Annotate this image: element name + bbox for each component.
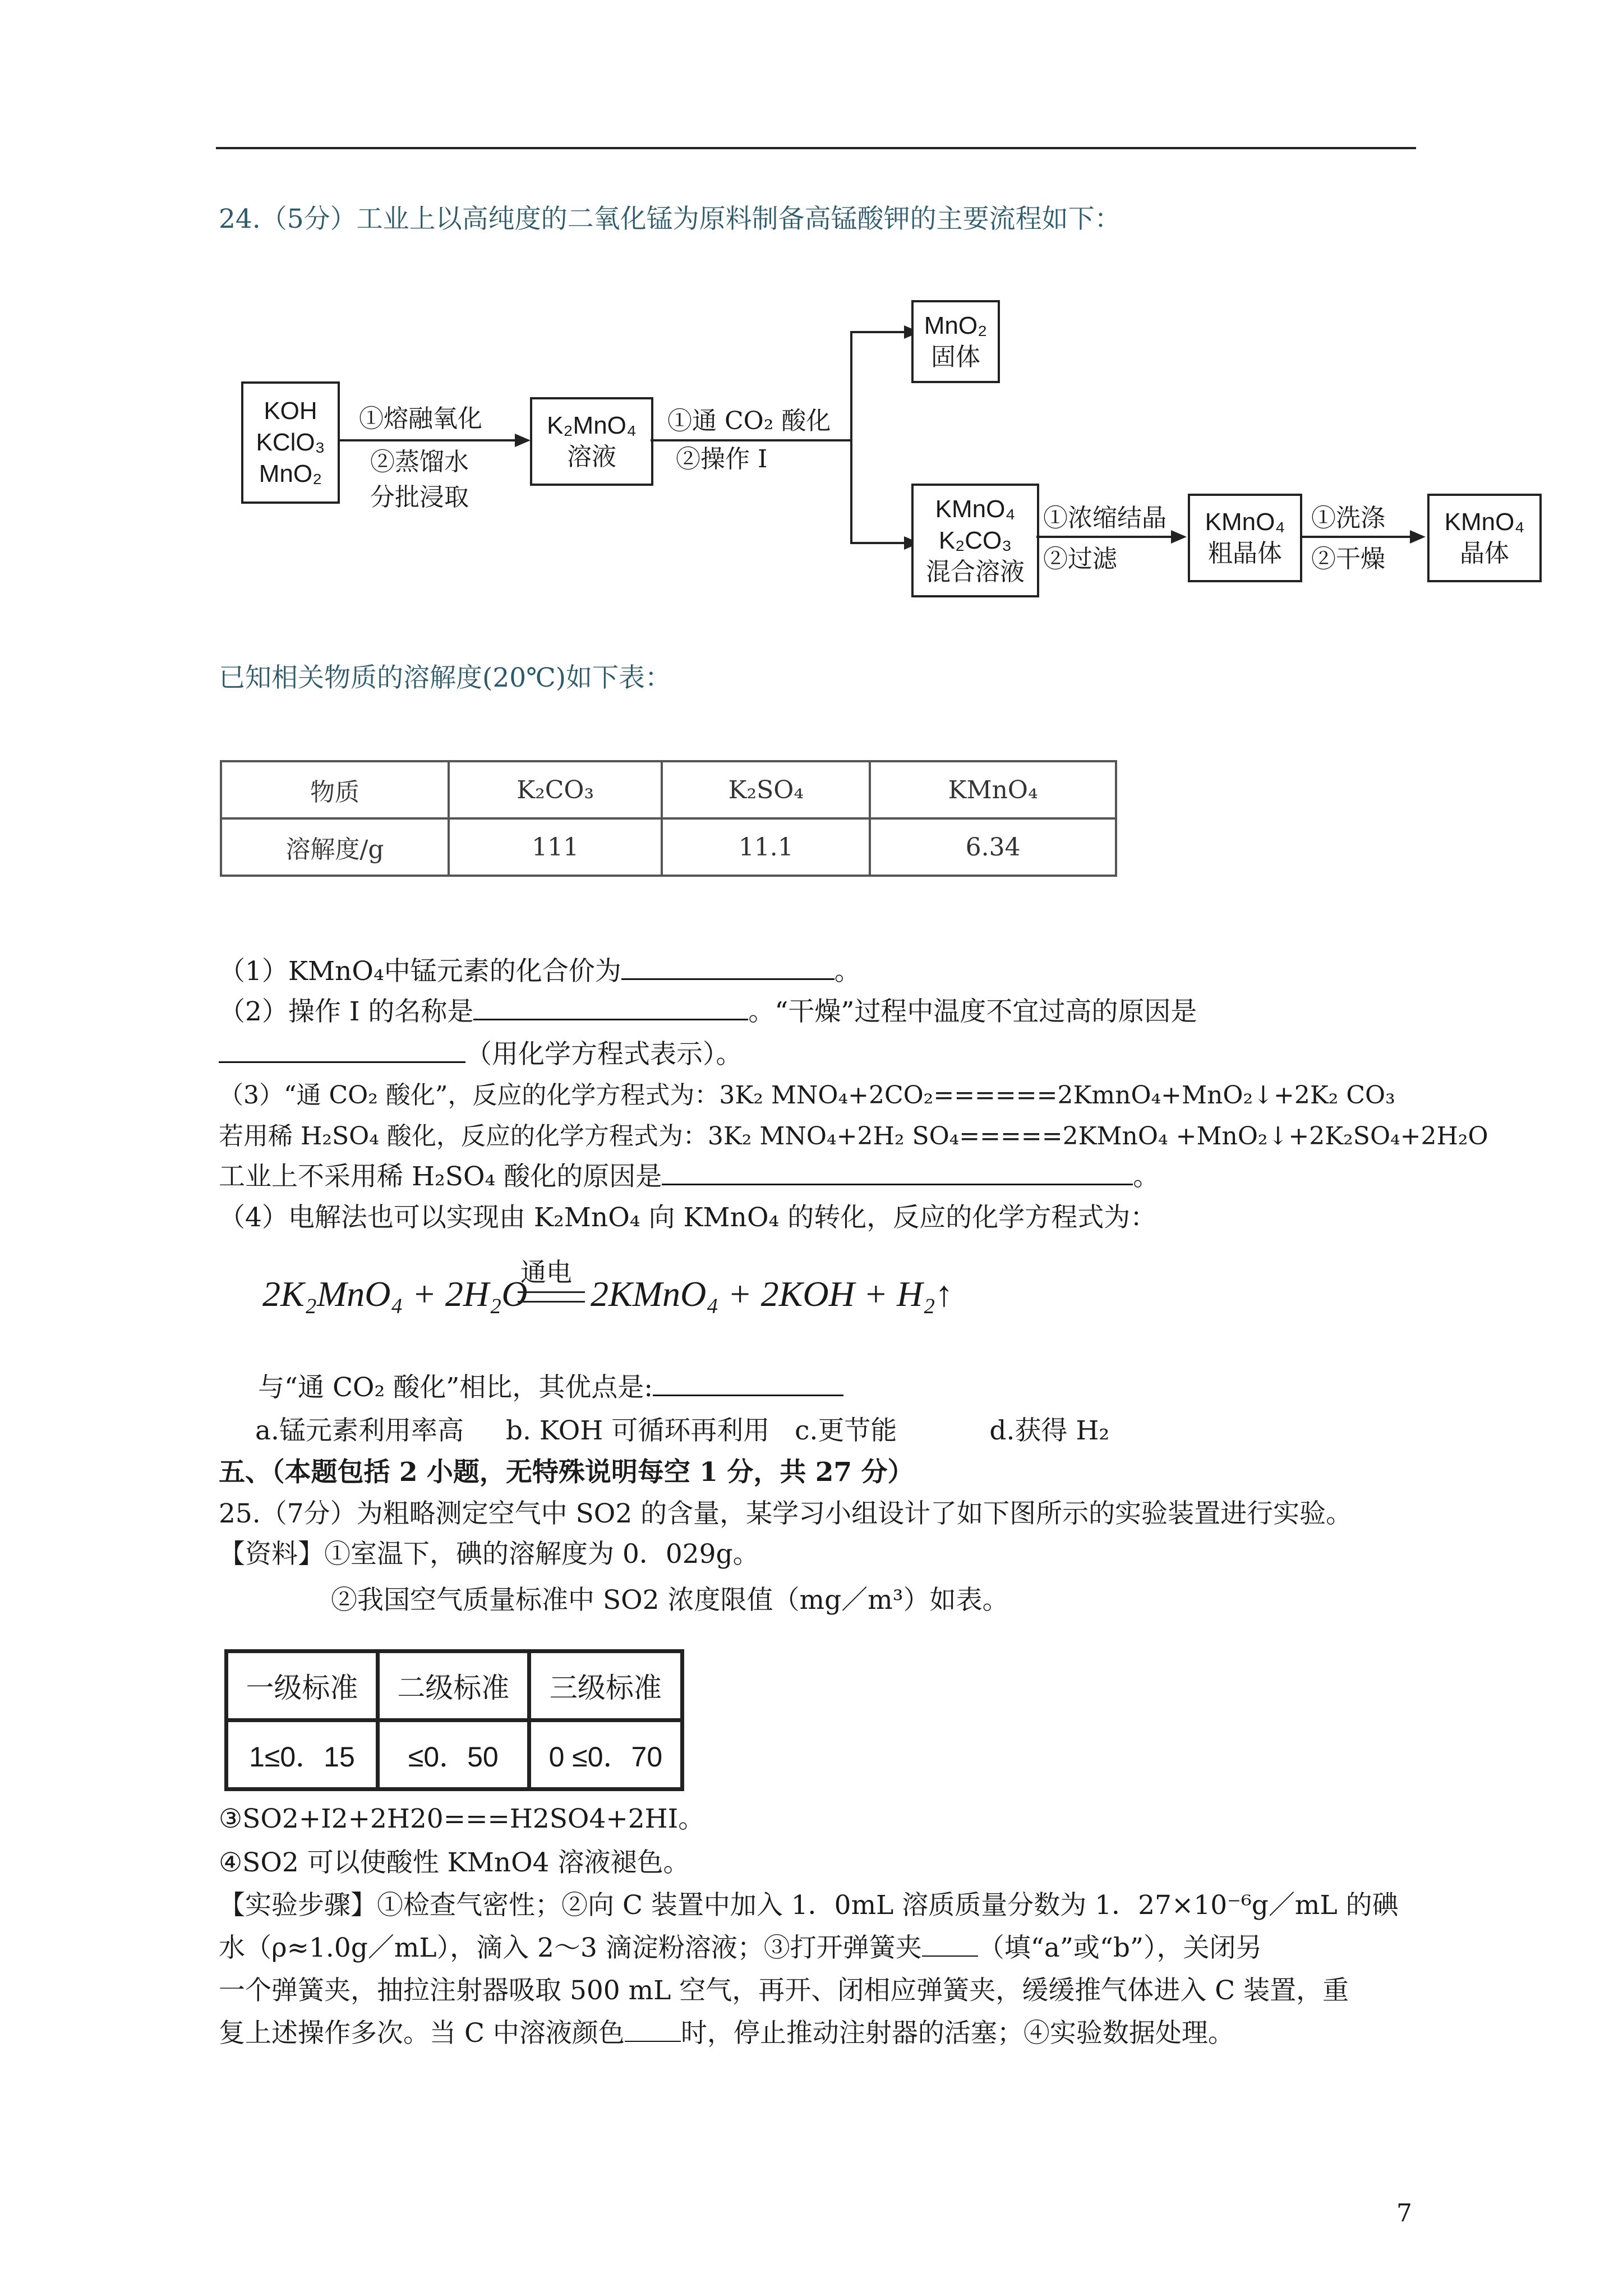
- q24-part3-line3: 工业上不采用稀 H₂SO₄ 酸化的原因是 。: [219, 1159, 1159, 1194]
- flow-arrowhead-1: [515, 434, 531, 447]
- flow-step2-bottom: ②操作 I: [676, 445, 768, 473]
- q25-steps-line3: 一个弹簧夹，抽拉注射器吸取 500 mL 空气，再开、闭相应弹簧夹，缓缓推气体进入 C 装置，重: [219, 1975, 1349, 2006]
- table-row: [221, 818, 1116, 876]
- flow-arrow-4: [1300, 536, 1411, 538]
- flow-box-mixed-solution: KMnO₄ K₂CO₃ 混合溶液: [911, 484, 1039, 597]
- answer-blank[interactable]: [625, 2016, 681, 2042]
- table-cell: 6.34: [870, 818, 1116, 876]
- flow-step1-top: ①熔融氧化: [359, 404, 482, 433]
- flow-step3-top: ①浓缩结晶: [1043, 504, 1166, 532]
- q25-ref2: ②我国空气质量标准中 SO2 浓度限值（mg／m³）如表。: [331, 1585, 1009, 1616]
- header-rule: [216, 147, 1416, 149]
- q25-ref3: ③SO2+I2+2H20===H2SO4+2HI。: [219, 1803, 705, 1834]
- flow-step1-bottom-1: ②蒸馏水: [370, 448, 469, 476]
- section-5-heading: 五、（本题包括 2 小题，无特殊说明每空 1 分，共 27 分）: [219, 1457, 914, 1488]
- answer-blank[interactable]: [653, 1370, 843, 1396]
- solubility-intro: 已知相关物质的溶解度(20℃)如下表：: [219, 662, 672, 693]
- flow-arrow-2: [651, 439, 851, 441]
- page-number: 7: [1396, 2199, 1412, 2228]
- table-cell: 0 ≤0．70: [529, 1720, 682, 1789]
- table-cell: 111: [449, 818, 662, 876]
- flow-box-start: KOH KClO₃ MnO₂: [241, 381, 340, 504]
- q25-ref1: 【资料】①室温下，碘的溶解度为 0．029g。: [219, 1539, 759, 1570]
- flow-arrowhead-4: [1410, 530, 1426, 544]
- table-row: [227, 1651, 683, 1720]
- table-cell: 一级标准: [227, 1651, 378, 1720]
- table-cell: 物质: [221, 761, 449, 818]
- q25-steps-line2: 水（ρ≈1.0g／mL），滴入 2～3 滴淀粉溶液；③打开弹簧夹 （填“a”或“b”），关闭另: [219, 1931, 1262, 1966]
- flow-branch-vertical: [850, 331, 852, 544]
- flow-branch-bottom-arrow: [850, 542, 906, 544]
- q24-part2: （2）操作 I 的名称是 。“干燥”过程中温度不宜过高的原因是: [219, 994, 1197, 1029]
- table-cell: 三级标准: [529, 1651, 682, 1720]
- flow-step2-top: ①通 CO₂ 酸化: [667, 407, 831, 435]
- q24-part3-line2: 若用稀 H₂SO₄ 酸化，反应的化学方程式为：3K₂ MNO₄+2H₂ SO₄=====2KMnO₄ +MnO₂↓+2K₂SO₄+2H₂O: [219, 1122, 1488, 1151]
- q25-header: 25.（7分）为粗略测定空气中 SO2 的含量，某学习小组设计了如下图所示的实验装置进行实验。: [219, 1498, 1353, 1529]
- table-row: [221, 761, 1116, 818]
- answer-blank[interactable]: [219, 1037, 465, 1063]
- equation-condition: 通电: [520, 1257, 572, 1287]
- flow-box-crystal: KMnO₄ 晶体: [1427, 494, 1542, 582]
- q24-part3-line1: （3）“通 CO₂ 酸化”，反应的化学方程式为：3K₂ MNO₄+2CO₂======2KmnO₄+MnO₂↓+2K₂ CO₃: [219, 1081, 1395, 1110]
- answer-blank[interactable]: [473, 994, 748, 1020]
- table-cell: ≤0．50: [377, 1720, 529, 1789]
- so2-standard-table: [224, 1649, 684, 1791]
- flow-box-mno2-solid: MnO₂ 固体: [911, 300, 1000, 383]
- q25-steps-line1: 【实验步骤】①检查气密性；②向 C 装置中加入 1．0mL 溶质质量分数为 1．27×10⁻⁶g／mL 的碘: [219, 1890, 1399, 1921]
- q25-ref4: ④SO2 可以使酸性 KMnO4 溶液褪色。: [219, 1847, 690, 1878]
- table-cell: 1≤0．15: [227, 1720, 378, 1789]
- table-cell: K₂SO₄: [662, 761, 870, 818]
- table-cell: KMnO₄: [870, 761, 1116, 818]
- table-row: [227, 1720, 683, 1789]
- flow-step1-bottom-2: 分批浸取: [370, 483, 469, 512]
- flow-box-k2mno4: K₂MnO₄ 溶液: [530, 397, 653, 486]
- q25-steps-line4: 复上述操作多次。当 C 中溶液颜色 时，停止推动注射器的活塞；④实验数据处理。: [219, 2016, 1234, 2051]
- table-cell: 溶解度/g: [221, 818, 449, 876]
- flow-step3-bottom: ②过滤: [1043, 545, 1117, 573]
- answer-blank[interactable]: [621, 954, 834, 980]
- q24-part4-advantage: 与“通 CO₂ 酸化”相比，其优点是:: [258, 1370, 843, 1405]
- answer-blank[interactable]: [922, 1931, 978, 1957]
- flow-arrowhead-3: [1171, 530, 1187, 544]
- answer-blank[interactable]: [662, 1159, 1133, 1185]
- option-c: c.更节能: [795, 1415, 897, 1446]
- q24-part1: （1）KMnO₄中锰元素的化合价为 。: [219, 954, 861, 989]
- equation-right: 2KMnO₄ + 2KOH + H₂↑: [591, 1274, 953, 1314]
- solubility-table: [220, 760, 1117, 877]
- flow-arrow-3: [1036, 536, 1172, 538]
- table-cell: 二级标准: [377, 1651, 529, 1720]
- q24-part4: （4）电解法也可以实现由 K₂MnO₄ 向 KMnO₄ 的转化，反应的化学方程式为：: [219, 1202, 1157, 1233]
- flow-branch-top-arrow: [850, 331, 906, 333]
- q24-header: 24.（5分）工业上以高纯度的二氧化锰为原料制备高锰酸钾的主要流程如下：: [219, 204, 1121, 234]
- option-d: d.获得 H₂: [989, 1415, 1110, 1446]
- q24-part2-cont: （用化学方程式表示）。: [219, 1037, 743, 1072]
- equation-double-line: [518, 1291, 585, 1303]
- q24-options: [255, 1414, 1109, 1448]
- table-cell: K₂CO₃: [449, 761, 662, 818]
- equation-left: 2K₂MnO₄ + 2H₂O: [262, 1274, 528, 1314]
- flow-box-crude-crystal: KMnO₄ 粗晶体: [1188, 494, 1302, 582]
- table-cell: 11.1: [662, 818, 870, 876]
- option-b: b. KOH 可循环再利用: [505, 1415, 770, 1446]
- flow-step4-top: ①洗涤: [1311, 504, 1385, 532]
- option-a: a.锰元素利用率高: [255, 1415, 464, 1446]
- flow-arrow-1: [338, 439, 517, 441]
- flow-step4-bottom: ②干燥: [1311, 545, 1385, 573]
